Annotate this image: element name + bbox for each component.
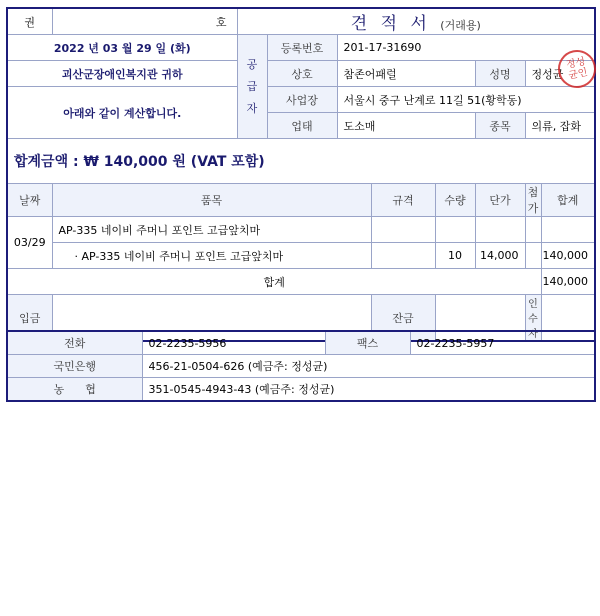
quote-form (6, 7, 596, 342)
reg-no-label: 등록번호 (267, 35, 337, 61)
bank2-value: 351-0545-4943-43 (예금주: 정성균) (142, 378, 595, 402)
total-amount: 합계금액 : ₩ 140,000 원 (VAT 포함) (7, 139, 595, 184)
col-item: 품목 (52, 184, 371, 217)
balance-label: 잔금 (371, 295, 435, 342)
biz-type-value: 도소매 (337, 113, 475, 139)
book-label: 권 (7, 8, 52, 35)
col-amount: 합계 (541, 184, 595, 217)
reg-no-value: 201-17-31690 (337, 35, 595, 61)
address-value: 서울시 중구 난계로 11길 51(황학동) (337, 87, 595, 113)
recipient-name: 괴산군장애인복지관 귀하 (7, 61, 237, 87)
biz-type-label: 업태 (267, 113, 337, 139)
recipient-message: 아래와 같이 계산합니다. (7, 87, 237, 139)
sum-value: 140,000 (541, 269, 595, 295)
receiver-label: 인수자 (525, 295, 541, 342)
item-group-name: AP-335 네이비 주머니 포인트 고급앞치마 (52, 217, 371, 243)
biz-item-label: 종목 (475, 113, 525, 139)
title-subtitle: (거래용) (440, 19, 481, 32)
fax-value: 02-2235-5957 (410, 331, 595, 355)
company-value: 참존어패럴 (337, 61, 475, 87)
biz-item-value: 의류, 잡화 (525, 113, 595, 139)
item-unit-price: 14,000 (475, 243, 525, 269)
col-qty: 수량 (435, 184, 475, 217)
company-label: 상호 (267, 61, 337, 87)
item-name: · AP-335 네이비 주머니 포인트 고급앞치마 (52, 243, 371, 269)
item-spec (371, 243, 435, 269)
fax-label: 팩스 (325, 331, 410, 355)
bank1-label: 국민은행 (7, 355, 142, 378)
address-label: 사업장 (267, 87, 337, 113)
col-date: 날짜 (7, 184, 52, 217)
number-label: 호 (52, 8, 237, 35)
quote-date: 2022 년 03 월 29 일 (화) (7, 35, 237, 61)
bank1-value: 456-21-0504-626 (예금주: 정성균) (142, 355, 595, 378)
sum-label: 합계 (7, 269, 541, 295)
item-extra (525, 243, 541, 269)
phone-label: 전화 (7, 331, 142, 355)
item-amount: 140,000 (541, 243, 595, 269)
contact-table (6, 330, 596, 402)
title-text: 견 적 서 (350, 14, 431, 34)
table-row (7, 243, 595, 269)
col-extra: 첨가 (525, 184, 541, 217)
deposit-label: 입금 (7, 295, 52, 342)
supplier-side-label: 공 급 자 (237, 35, 267, 139)
bank2-label: 농 협 (7, 378, 142, 402)
seal-stamp: 정성 균인 (554, 46, 599, 91)
phone-value: 02-2235-5956 (142, 331, 325, 355)
col-unit-price: 단가 (475, 184, 525, 217)
item-qty: 10 (435, 243, 475, 269)
owner-label: 성명 (475, 61, 525, 87)
item-date: 03/29 (7, 217, 52, 269)
col-spec: 규격 (371, 184, 435, 217)
owner-value: 정성균 (525, 61, 595, 87)
document-title (237, 8, 595, 35)
